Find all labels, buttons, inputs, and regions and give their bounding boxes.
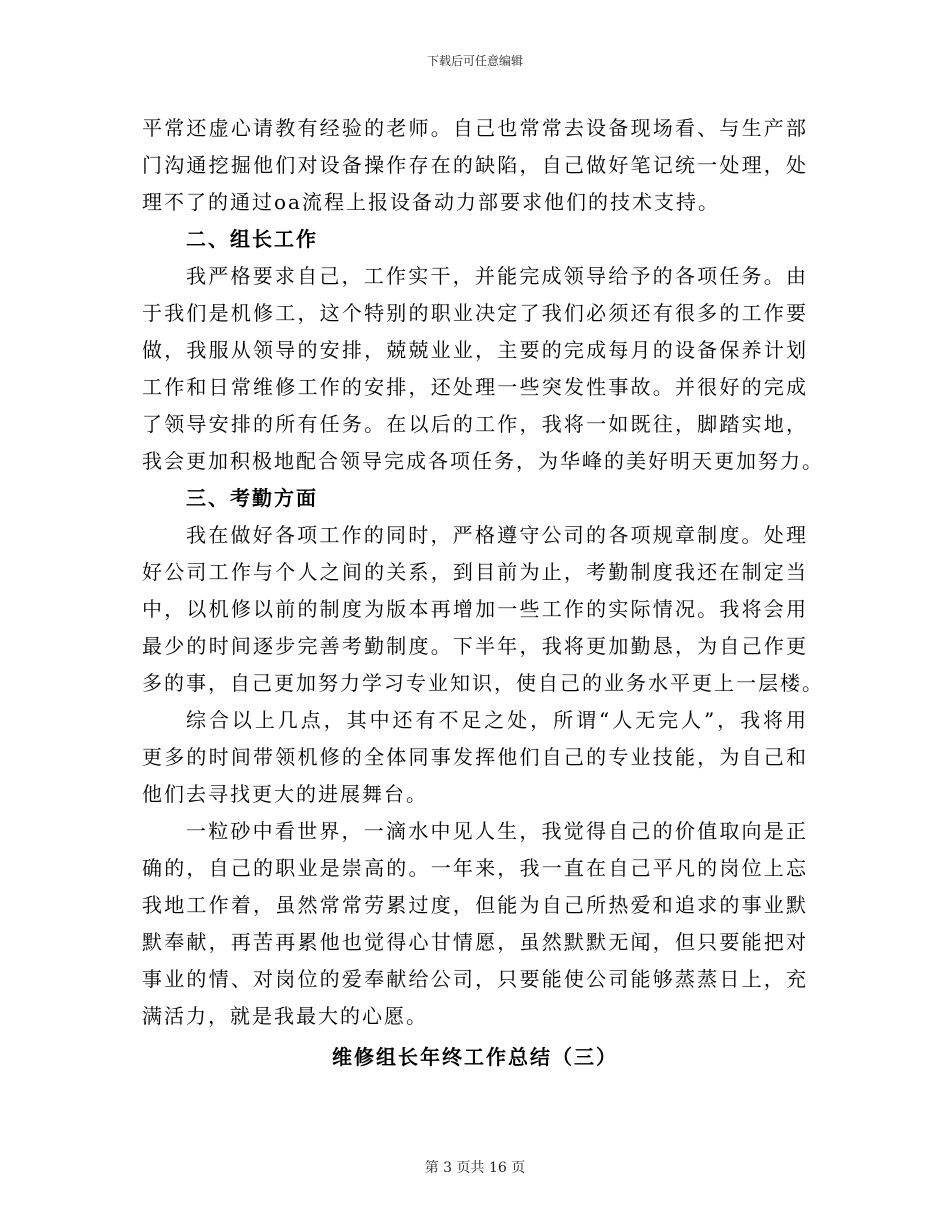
text-line: 门沟通挖掘他们对设备操作存在的缺陷，自己做好笔记统一处理，处 (142, 153, 808, 177)
text-line: 最少的时间逐步完善考勤制度。下半年，我将更加勤恳，为自己作更 (142, 634, 808, 658)
text-line: 我严格要求自己，工作实干，并能完成领导给予的各项任务。由 (186, 264, 808, 288)
text-line: 满活力，就是我最大的心愿。 (142, 1004, 428, 1028)
text-line: 理不了的通过oa流程上报设备动力部要求他们的技术支持。 (142, 190, 720, 214)
text-line: 默奉献，再苦再累他也觉得心甘情愿，虽然默默无闻，但只要能把对 (142, 930, 808, 954)
text-line: 工作和日常维修工作的安排，还处理一些突发性事故。并很好的完成 (142, 375, 808, 399)
text-line: 综合以上几点，其中还有不足之处，所谓“人无完人”，我将用 (186, 708, 808, 732)
paragraph-3 (142, 517, 824, 702)
text-line: 了领导安排的所有任务。在以后的工作，我将一如既往，脚踏实地， (142, 412, 808, 436)
text-line: 我地工作着，虽然常常劳累过度，但能为自己所热爱和追求的事业默 (142, 893, 808, 917)
text-line: 他们去寻找更大的进展舞台。 (142, 782, 428, 806)
page-footer: 第 3 页共 16 页 (424, 1160, 526, 1176)
text-line: 确的，自己的职业是崇高的。一年来，我一直在自己平凡的岗位上忘 (142, 856, 808, 880)
text-line: 好公司工作与个人之间的关系，到目前为止，考勤制度我还在制定当 (142, 560, 808, 584)
paragraph-4 (142, 702, 808, 813)
document-title: 维修组长年终工作总结（三） (332, 1045, 618, 1069)
page-header: 下载后可任意编辑 (426, 54, 523, 68)
text-line: 一粒砂中看世界，一滴水中见人生，我觉得自己的价值取向是正 (186, 819, 808, 843)
paragraph-5 (142, 813, 808, 1035)
text-line: 做，我服从领导的安排，兢兢业业，主要的完成每月的设备保养计划 (142, 338, 808, 362)
text-line: 多的事，自己更加努力学习专业知识，使自己的业务水平更上一层楼。 (142, 671, 824, 695)
section-heading-2: 二、组长工作 (186, 227, 318, 251)
text-line: 更多的时间带领机修的全体同事发挥他们自己的专业技能，为自己和 (142, 745, 808, 769)
paragraph-1 (142, 110, 808, 221)
text-line: 我在做好各项工作的同时，严格遵守公司的各项规章制度。处理 (186, 523, 808, 547)
text-line: 事业的情、对岗位的爱奉献给公司，只要能使公司能够蒸蒸日上，充 (142, 967, 808, 991)
text-line: 中，以机修以前的制度为版本再增加一些工作的实际情况。我将会用 (142, 597, 808, 621)
text-line: 我会更加积极地配合领导完成各项任务，为华峰的美好明天更加努力。 (142, 449, 824, 473)
paragraph-2 (142, 258, 824, 480)
text-line: 于我们是机修工，这个特别的职业决定了我们必须还有很多的工作要 (142, 301, 808, 325)
document-body (142, 110, 824, 1035)
section-heading-3: 三、考勤方面 (186, 486, 318, 510)
text-line: 平常还虚心请教有经验的老师。自己也常常去设备现场看、与生产部 (142, 116, 808, 140)
